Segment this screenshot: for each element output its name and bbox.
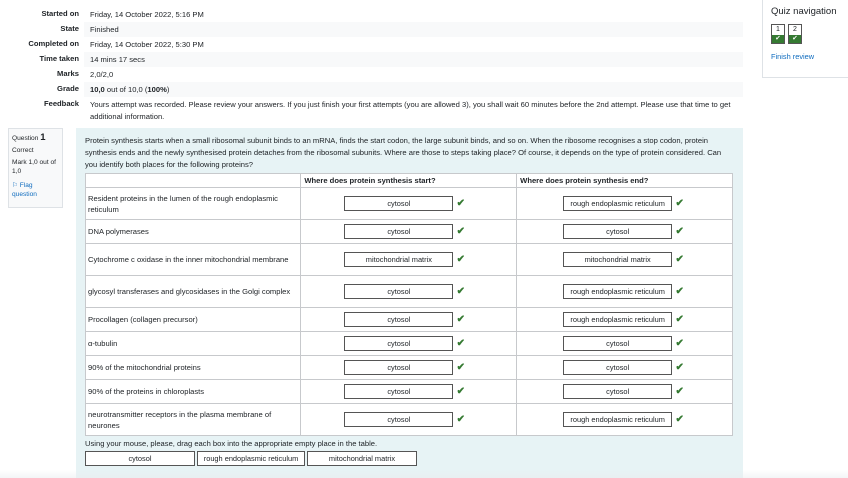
summary-value: 14 mins 17 secs: [84, 52, 743, 67]
table-row: [86, 404, 733, 436]
table-row: [86, 244, 733, 276]
grade-close: ): [166, 85, 170, 94]
check-icon: ✔: [456, 198, 466, 209]
check-icon: ✔: [675, 254, 684, 265]
summary-row-started: [8, 7, 743, 22]
table-header-row: [86, 174, 733, 188]
quiz-nav-number: 1: [772, 25, 784, 35]
end-cell: [517, 220, 733, 244]
check-icon: ✔: [456, 338, 466, 349]
table-row: [86, 356, 733, 380]
start-cell: [301, 308, 517, 332]
end-cell: [517, 308, 733, 332]
end-cell: [517, 356, 733, 380]
check-icon: ✔: [456, 226, 466, 237]
summary-key: State: [8, 22, 84, 34]
end-dropzone[interactable]: cytosol: [563, 360, 672, 375]
start-dropzone[interactable]: cytosol: [344, 384, 453, 399]
start-cell: [301, 276, 517, 308]
row-label: Cytochrome c oxidase in the inner mitochondrial membrane: [86, 244, 301, 276]
end-dropzone[interactable]: cytosol: [563, 384, 672, 399]
summary-key: Completed on: [28, 39, 79, 48]
summary-row-time: [8, 52, 743, 67]
answer-table: [85, 173, 733, 436]
check-icon: ✔: [675, 314, 684, 325]
drag-item-cytosol[interactable]: cytosol: [85, 451, 195, 466]
table-row: [86, 332, 733, 356]
start-dropzone[interactable]: cytosol: [344, 196, 453, 211]
question-content: [76, 128, 743, 478]
grade-out-of: out of 10,0 (: [104, 85, 148, 94]
quiz-nav-button-2[interactable]: [788, 24, 802, 44]
start-cell: [301, 404, 517, 436]
end-cell: [517, 188, 733, 220]
summary-key: Time taken: [8, 52, 84, 64]
end-cell: [517, 244, 733, 276]
check-icon: ✔: [675, 362, 684, 373]
header-start: Where does protein synthesis start?: [301, 174, 517, 188]
summary-key: Marks: [57, 69, 79, 78]
check-icon: ✔: [789, 35, 801, 43]
start-dropzone[interactable]: cytosol: [344, 360, 453, 375]
drag-instruction: Using your mouse, please, drag each box into the appropriate empty place in the table.: [85, 439, 378, 448]
summary-value: 2,0/2,0: [90, 70, 114, 79]
summary-value: Friday, 14 October 2022, 5:16 PM: [90, 10, 204, 19]
check-icon: ✔: [456, 314, 466, 325]
question-state: Correct: [12, 147, 34, 154]
check-icon: ✔: [772, 35, 784, 43]
table-row: [86, 276, 733, 308]
end-dropzone[interactable]: rough endoplasmic reticulum: [563, 284, 672, 299]
quiz-nav-buttons: [771, 24, 840, 44]
quiz-nav-title: Quiz navigation: [771, 6, 837, 17]
row-label: DNA polymerases: [86, 220, 301, 244]
finish-review-link[interactable]: Finish review: [771, 52, 815, 61]
row-label: Procollagen (collagen precursor): [86, 308, 301, 332]
end-dropzone[interactable]: cytosol: [563, 336, 672, 351]
end-dropzone[interactable]: cytosol: [563, 224, 672, 239]
quiz-nav-button-1[interactable]: [771, 24, 785, 44]
check-icon: ✔: [675, 198, 684, 209]
drag-item-mito-matrix[interactable]: mitochondrial matrix: [307, 451, 417, 466]
table-row: [86, 220, 733, 244]
question-mark: Mark 1,0 out of 1,0: [12, 159, 56, 175]
summary-key: Grade: [8, 82, 84, 94]
end-dropzone[interactable]: mitochondrial matrix: [563, 252, 672, 267]
start-dropzone[interactable]: cytosol: [344, 412, 453, 427]
end-dropzone[interactable]: rough endoplasmic reticulum: [563, 312, 672, 327]
check-icon: ✔: [456, 254, 466, 265]
end-cell: [517, 276, 733, 308]
start-dropzone[interactable]: cytosol: [344, 336, 453, 351]
summary-row-state: [8, 22, 743, 37]
check-icon: ✔: [675, 414, 684, 425]
check-icon: ✔: [675, 226, 684, 237]
table-row: [86, 308, 733, 332]
start-cell: [301, 356, 517, 380]
start-dropzone[interactable]: cytosol: [344, 312, 453, 327]
grade-score: 10,0: [90, 85, 105, 94]
summary-value: Finished: [84, 22, 743, 37]
question-number-value: 1: [40, 132, 46, 143]
start-cell: [301, 380, 517, 404]
flag-icon: ⚐: [12, 182, 18, 189]
summary-value: Friday, 14 October 2022, 5:30 PM: [90, 40, 204, 49]
end-cell: [517, 332, 733, 356]
drag-item-rough-er[interactable]: rough endoplasmic reticulum: [197, 451, 305, 466]
question-label: Question: [12, 135, 39, 142]
start-cell: [301, 188, 517, 220]
check-icon: ✔: [456, 386, 466, 397]
end-cell: [517, 380, 733, 404]
flag-question-link[interactable]: [12, 181, 59, 199]
row-label: α-tubulin: [86, 332, 301, 356]
check-icon: ✔: [675, 386, 684, 397]
check-icon: ✔: [675, 338, 684, 349]
end-dropzone[interactable]: rough endoplasmic reticulum: [563, 196, 672, 211]
summary-row-grade: [8, 82, 743, 97]
summary-row-completed: [8, 37, 743, 52]
check-icon: ✔: [456, 362, 466, 373]
start-cell: [301, 244, 517, 276]
start-dropzone[interactable]: mitochondrial matrix: [344, 252, 453, 267]
row-label: 90% of the mitochondrial proteins: [86, 356, 301, 380]
table-row: [86, 188, 733, 220]
summary-row-feedback: [8, 97, 743, 124]
question-info: [8, 128, 63, 208]
page-bottom-edge: [0, 470, 848, 478]
summary-value: Yours attempt was recorded. Please review your answers. If you just finish your first attempts (you are allowed 3), you shall wait 60 minutes before the 2nd attempt. Please use that time to get additional information.: [90, 100, 731, 121]
check-icon: ✔: [456, 286, 466, 297]
start-dropzone[interactable]: cytosol: [344, 224, 453, 239]
start-cell: [301, 332, 517, 356]
summary-key: Feedback: [43, 99, 79, 108]
summary-key: Started on: [41, 9, 79, 18]
end-dropzone[interactable]: rough endoplasmic reticulum: [563, 412, 672, 427]
table-header-blank: [86, 174, 301, 188]
quiz-navigation: [762, 0, 848, 78]
question-number: [12, 133, 59, 143]
summary-row-marks: [8, 67, 743, 82]
quiz-nav-number: 2: [789, 25, 801, 35]
summary-value: [84, 82, 743, 97]
flag-label: Flag question: [12, 182, 37, 198]
drag-items: [85, 451, 734, 466]
start-dropzone[interactable]: cytosol: [344, 284, 453, 299]
row-label: 90% of the proteins in chloroplasts: [86, 380, 301, 404]
end-cell: [517, 404, 733, 436]
header-end: Where does protein synthesis end?: [517, 174, 733, 188]
check-icon: ✔: [675, 286, 684, 297]
table-row: [86, 380, 733, 404]
row-label: Resident proteins in the lumen of the rough endoplasmic reticulum: [86, 188, 301, 220]
question-text: Protein synthesis starts when a small ribosomal subunit binds to an mRNA, finds the start codon, the large subunit binds, and so on. When the ribosome recognises a stop codon, protein synthesis ends and the newly synthesised protein detaches from the ribosomal subunits. Where are those to steps taking place? Of course, it depends on the type of protein considered. Can you identify both places for the following proteins?: [85, 136, 722, 169]
grade-percent: 100%: [147, 85, 167, 94]
row-label: glycosyl transferases and glycosidases in the Golgi complex: [86, 276, 301, 308]
check-icon: ✔: [456, 414, 466, 425]
start-cell: [301, 220, 517, 244]
row-label: neurotransmitter receptors in the plasma membrane of neurones: [86, 404, 301, 436]
attempt-summary: [8, 7, 743, 124]
